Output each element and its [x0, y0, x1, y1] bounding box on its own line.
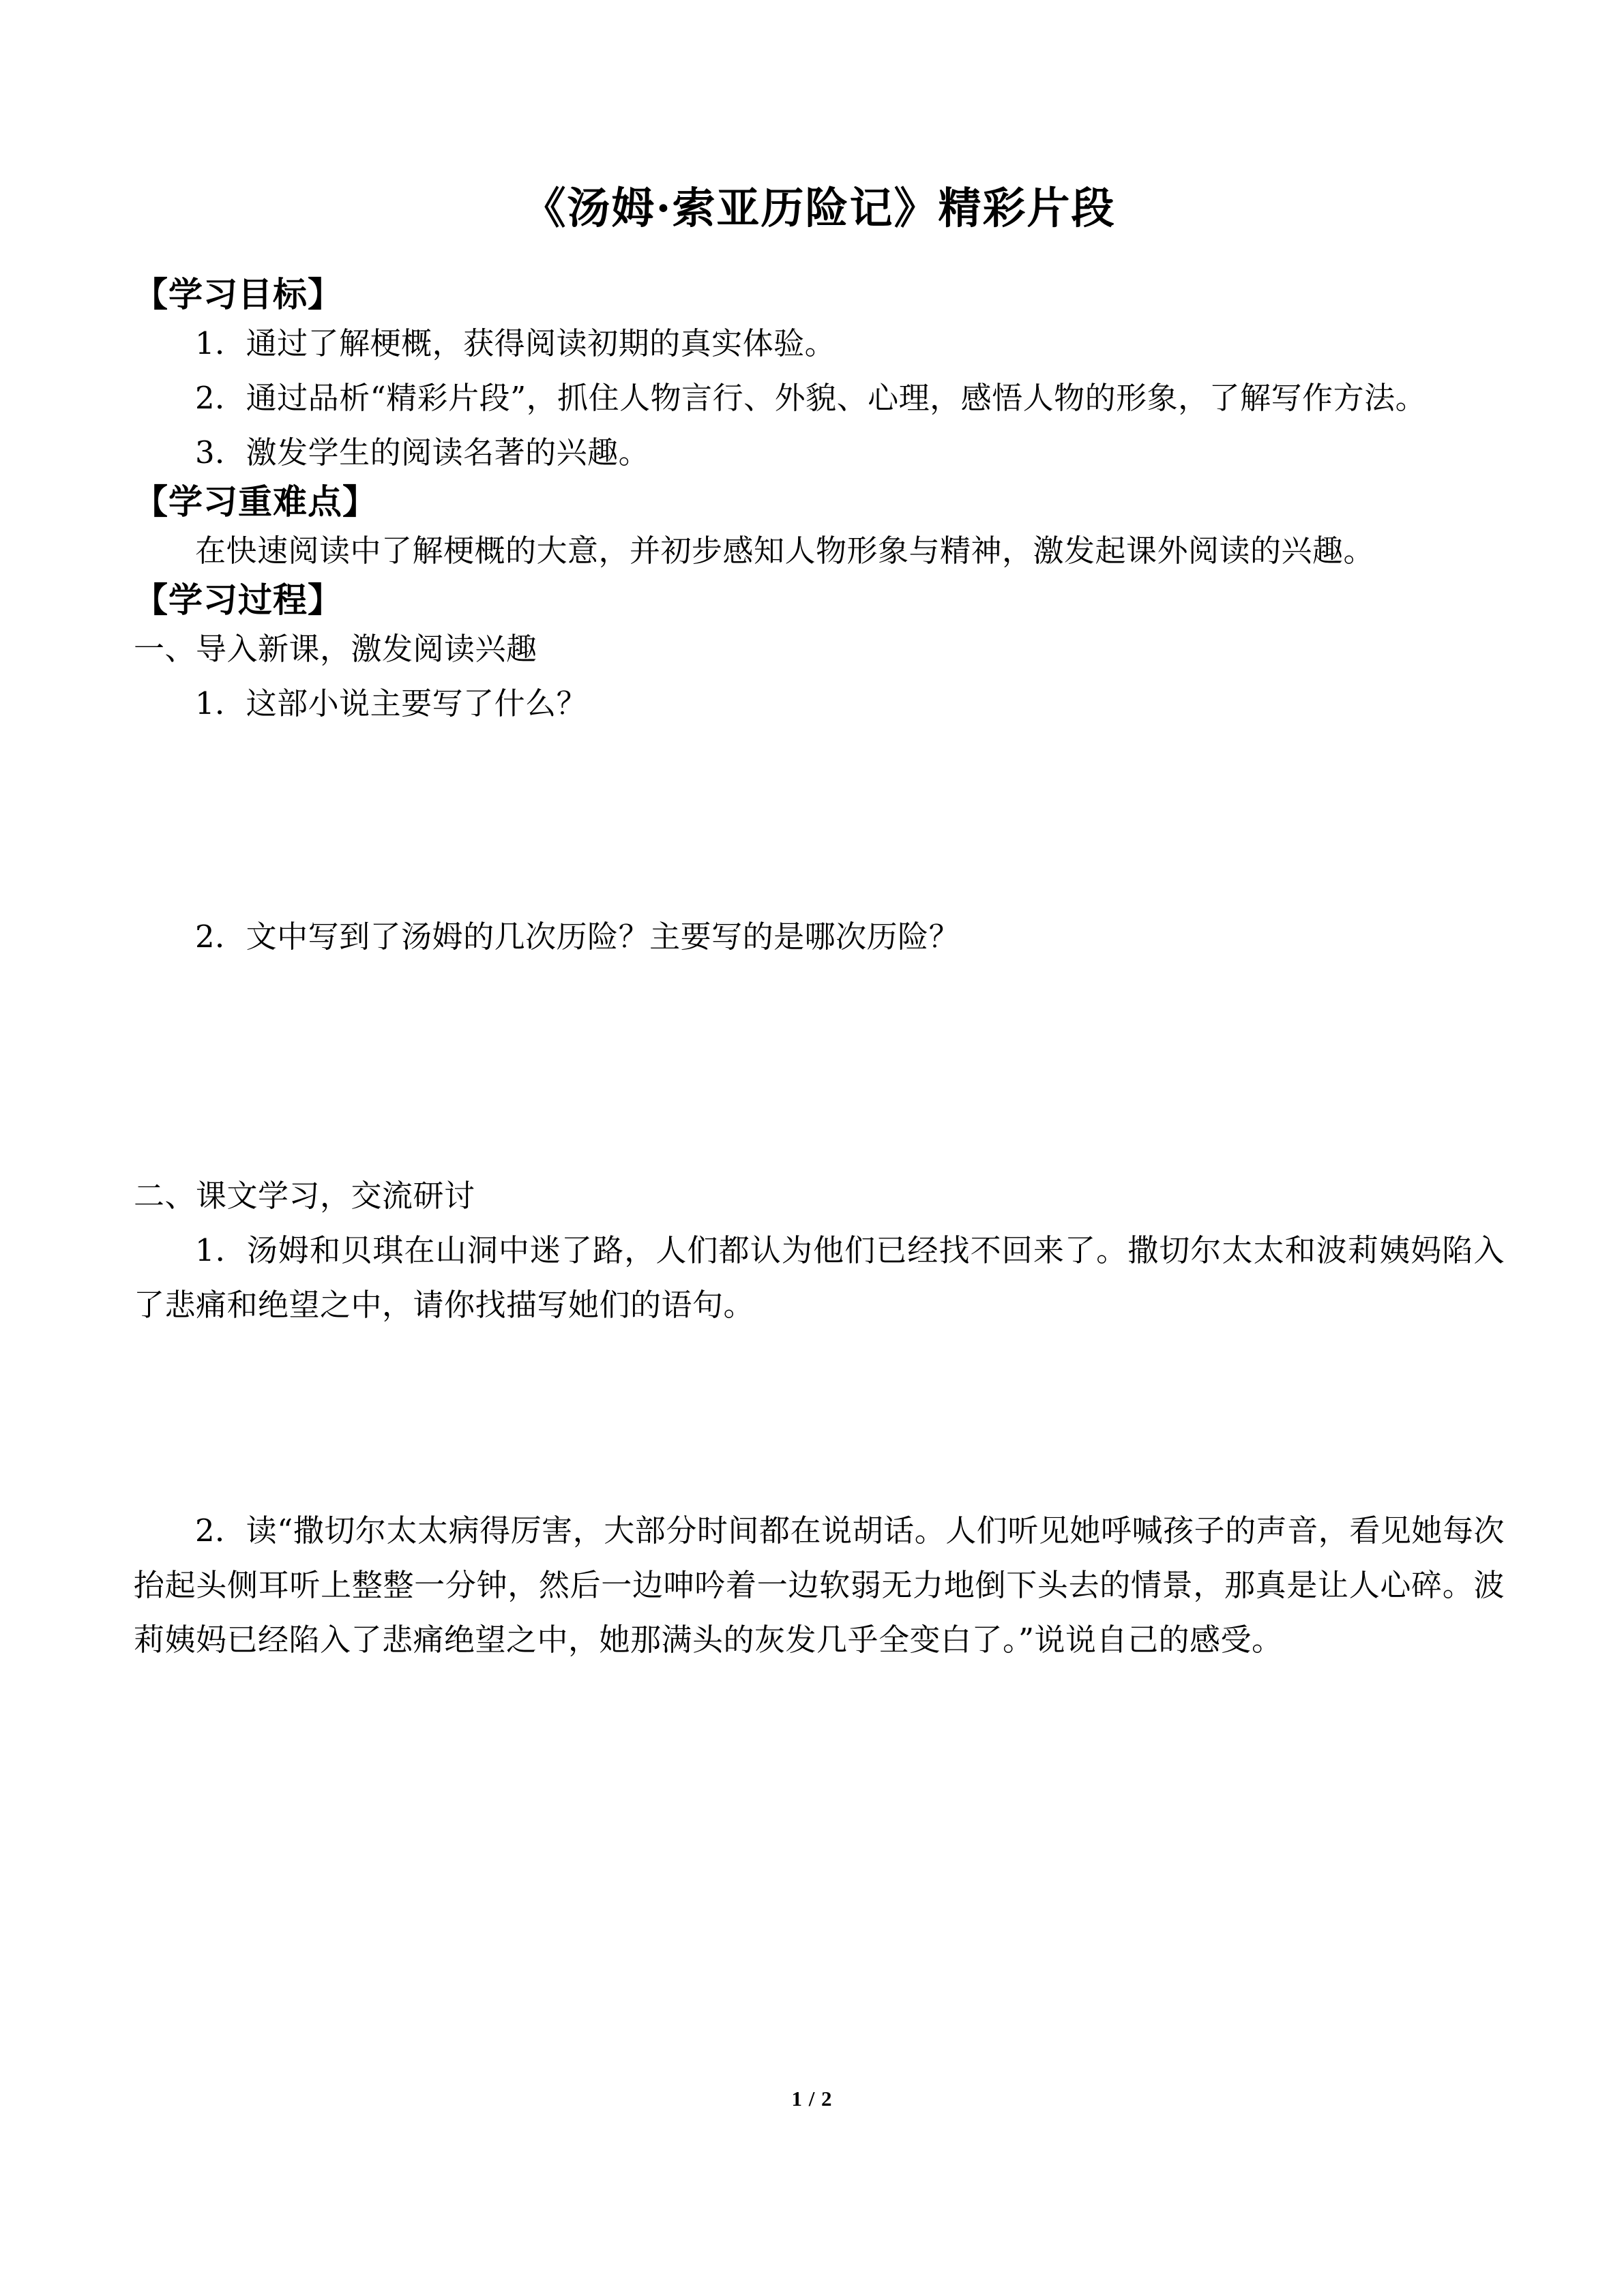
objective-item-3: 3．激发学生的阅读名著的兴趣。	[195, 434, 650, 471]
answer-space-2	[134, 964, 1505, 1169]
section-heading-key-difficulties: 【学习重难点】	[134, 481, 377, 522]
page-title: 《汤姆·索亚历险记》精彩片段	[522, 183, 1116, 233]
process-part-one-heading: 一、导入新课，激发阅读兴趣	[134, 630, 537, 667]
page-content	[134, 0, 1505, 1667]
process-part-two-question-2: 2．读“撒切尔太太病得厉害，大部分时间都在说胡话。人们听见她呼喊孩子的声音，看见她每次抬起头侧耳听上整整一分钟，然后一边呻吟着一边软弱无力地倒下头去的情景，那真是让人心碎。波莉姨妈已经陷入了悲痛绝望之中，她那满头的灰发几乎全变白了。”说说自己的感受。	[134, 1512, 1505, 1658]
section-heading-objectives: 【学习目标】	[134, 273, 342, 314]
process-part-one-question-1: 1．这部小说主要写了什么？	[195, 685, 588, 722]
answer-space-1	[134, 731, 1505, 910]
spacer	[134, 235, 1505, 273]
process-part-one-question-2: 2．文中写到了汤姆的几次历险？主要写的是哪次历险？	[195, 919, 960, 955]
key-difficulties-body: 在快速阅读中了解梗概的大意，并初步感知人物形象与精神，激发起课外阅读的兴趣。	[195, 532, 1375, 569]
process-part-two-heading: 二、课文学习，交流研讨	[134, 1178, 475, 1214]
answer-space-3	[134, 1333, 1505, 1504]
process-part-two-question-1: 1．汤姆和贝琪在山洞中迷了路，人们都认为他们已经找不回来了。撒切尔太太和波莉姨妈陷入了悲痛和绝望之中，请你找描写她们的语句。	[134, 1232, 1505, 1324]
objective-item-1: 1．通过了解梗概，获得阅读初期的真实体验。	[195, 325, 836, 361]
section-heading-process: 【学习过程】	[134, 579, 342, 620]
objective-item-2: 2．通过品析“精彩片段”，抓住人物言行、外貌、心理，感悟人物的形象，了解写作方法。	[195, 379, 1427, 416]
page-number-footer: 1 / 2	[791, 2087, 833, 2111]
